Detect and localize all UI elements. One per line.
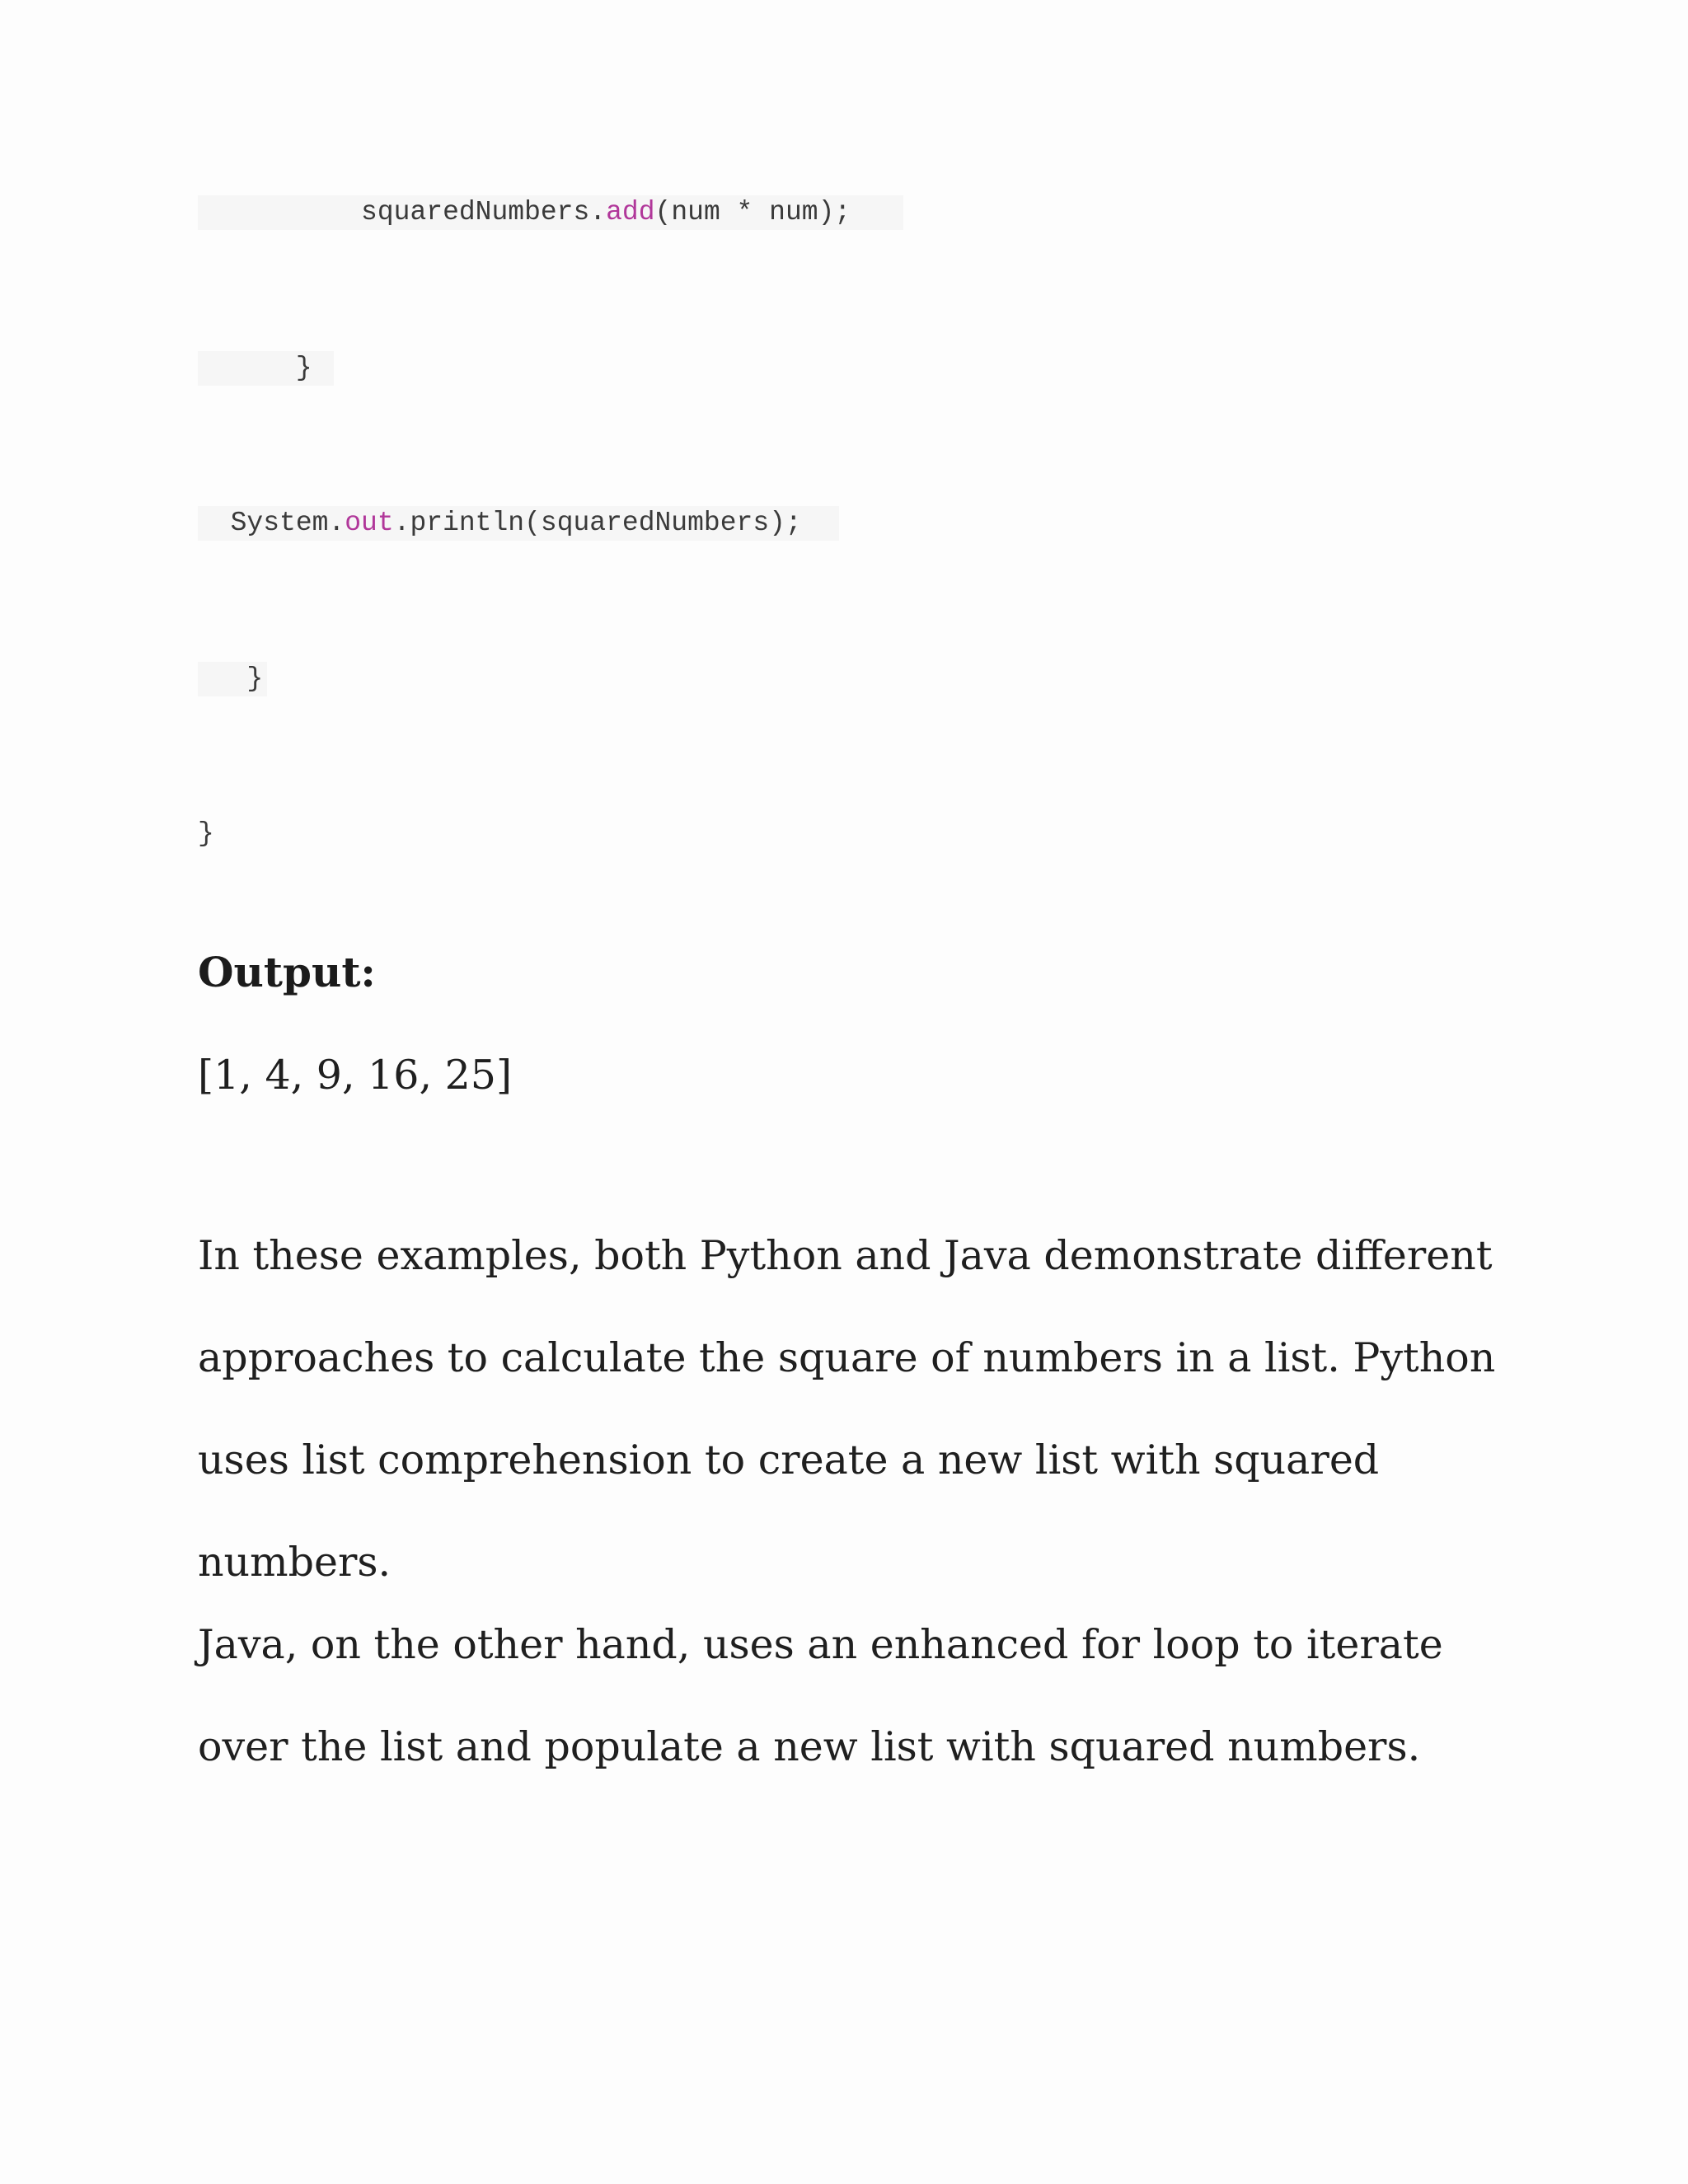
code-line-close-brace-class xyxy=(198,817,214,851)
code-indent xyxy=(198,197,361,227)
output-value: [1, 4, 9, 16, 25] xyxy=(198,1052,513,1099)
code-brace: } xyxy=(246,663,264,694)
code-indent xyxy=(198,508,231,538)
code-indent xyxy=(198,353,296,383)
code-field-keyword: out xyxy=(345,508,394,538)
code-line-add xyxy=(198,195,851,230)
code-line-println xyxy=(198,506,802,541)
code-call: .println(squaredNumbers); xyxy=(393,508,802,538)
code-args: (num * num); xyxy=(654,197,851,227)
code-method-keyword: add xyxy=(606,197,655,227)
code-brace: } xyxy=(295,353,312,383)
code-line-close-brace-method xyxy=(198,662,263,696)
code-object: squaredNumbers. xyxy=(361,197,607,227)
explanation-paragraph-2: Java, on the other hand, uses an enhanced for loop to iterate over the list and populate a new list with squared numbers. xyxy=(198,1621,1443,1770)
code-line-close-brace-inner xyxy=(198,351,312,386)
explanation-paragraph-1: In these examples, both Python and Java demonstrate different approaches to calculate the square of numbers in a list. Python uses list comprehension to create a new list with squared numbers. xyxy=(198,1232,1496,1586)
code-indent xyxy=(198,663,246,694)
code-object: System. xyxy=(230,508,345,538)
output-heading: Output: xyxy=(198,948,376,996)
code-brace: } xyxy=(198,818,214,849)
